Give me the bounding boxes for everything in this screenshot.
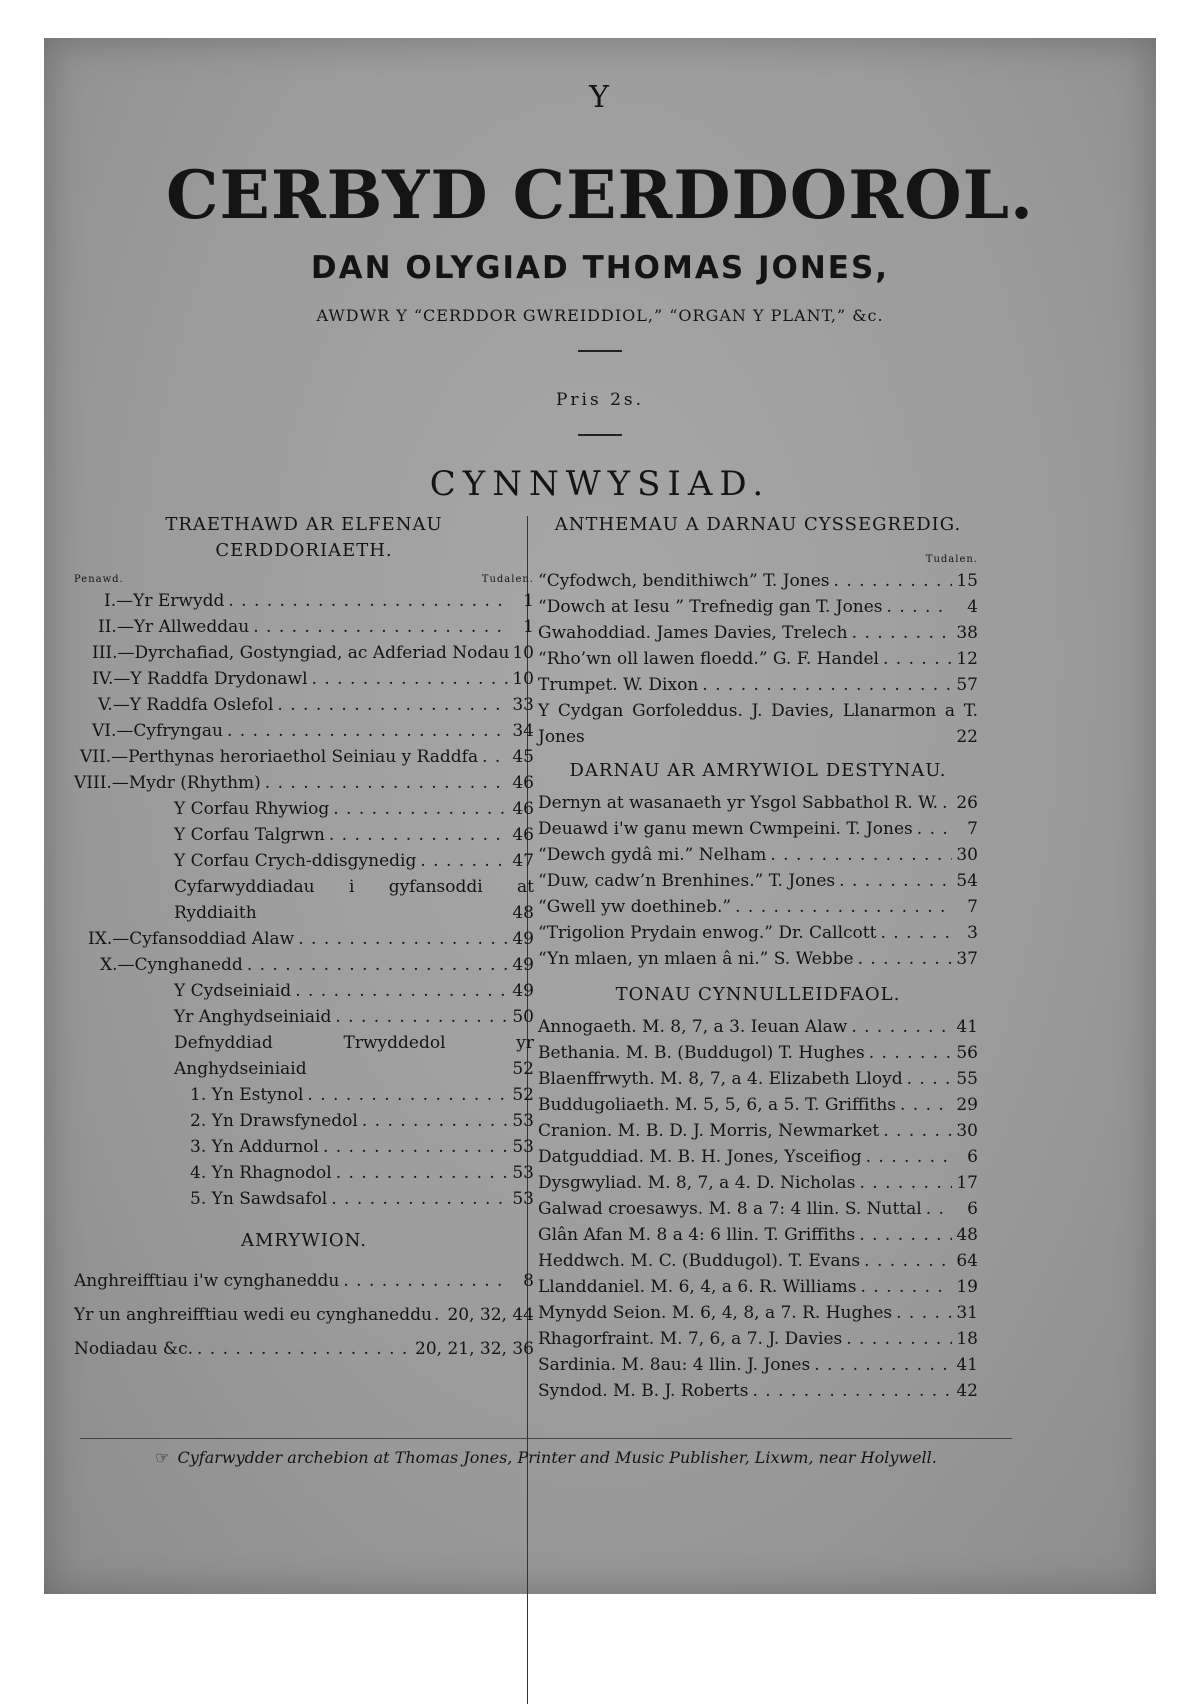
list-item: 1. Yn Estynol . . . 52 (74, 1082, 534, 1108)
list-item: Mynydd Seion. M. 6, 4, 8, a 7. R. Hughes . . . 31 (538, 1300, 978, 1326)
col-label-tudalen-right: Tudalen. (925, 554, 978, 565)
main-title: CERBYD CERDDOROL. (165, 156, 1034, 234)
list-item: VIII.—Mydr (Rhythm) . . . 46 (74, 770, 534, 796)
list-item: “Rho’wn oll lawen floedd.” G. F. Handel . . . 12 (538, 646, 978, 672)
left-column (74, 512, 534, 1366)
list-item: IV.—Y Raddfa Drydonawl . . . 10 (74, 666, 534, 692)
price: Pris 2s. (555, 390, 645, 410)
list-item: Y Cydgan Gorfoleddus. J. Davies, Llanarmon a T. Jones 22 (538, 701, 978, 747)
col-label-tudalen: Tudalen. (481, 574, 534, 585)
left-column-headers (74, 572, 534, 588)
right-column (538, 512, 978, 1404)
rule-divider (578, 350, 622, 352)
list-item: Bethania. M. B. (Buddugol) T. Hughes . . . 56 (538, 1040, 978, 1066)
list-item: “Trigolion Prydain enwog.” Dr. Callcott . . . 3 (538, 920, 978, 946)
list-item: II.—Yr Allweddau . . . 1 (74, 614, 534, 640)
list-item: “Cyfodwch, bendithiwch” T. Jones . . . 15 (538, 568, 978, 594)
list-item: VI.—Cyfryngau . . . 34 (74, 718, 534, 744)
list-item: Llanddaniel. M. 6, 4, a 6. R. Williams . . . 19 (538, 1274, 978, 1300)
list-item: Datguddiad. M. B. H. Jones, Ysceifiog . . . 6 (538, 1144, 978, 1170)
list-item: X.—Cynghanedd . . . 49 (74, 952, 534, 978)
title-page (44, 38, 1156, 1594)
author-line: AWDWR Y “CERDDOR GWREIDDIOL,” “ORGAN Y PLANT,” &c. (316, 306, 884, 325)
list-item: I.—Yr Erwydd . . . 1 (74, 588, 534, 614)
misc-heading: AMRYWION. (241, 1230, 367, 1251)
footer-note (80, 1448, 1012, 1467)
list-item: Y Corfau Talgrwn . . . 46 (74, 822, 534, 848)
list-item: Defnyddiad Trwyddedol yr Anghydseiniaid 52 (174, 1033, 534, 1079)
list-item: Rhagorfraint. M. 7, 6, a 7. J. Davies . . . 18 (538, 1326, 978, 1352)
list-item: VII.—Perthynas heroriaethol Seiniau y Raddfa . . . 45 (74, 744, 534, 770)
list-item: Gwahoddiad. James Davies, Trelech . . . 38 (538, 620, 978, 646)
list-item: Blaenffrwyth. M. 8, 7, a 4. Elizabeth Lloyd . . . 55 (538, 1066, 978, 1092)
list-item: “Yn mlaen, yn mlaen â ni.” S. Webbe . . . 37 (538, 946, 978, 972)
list-item: Yr un anghreifftiau wedi eu cynghaneddu . . . 20, 32, 44 (74, 1298, 534, 1332)
list-item: Y Cydseiniaid . . . 49 (74, 978, 534, 1004)
pieces-heading: DARNAU AR AMRYWIOL DESTYNAU. (569, 760, 947, 781)
list-item: IX.—Cyfansoddiad Alaw . . . 49 (74, 926, 534, 952)
footer-text: Cyfarwydder archebion at Thomas Jones, Printer and Music Publisher, Lixwm, near Holywell. (177, 1448, 937, 1467)
list-item: Buddugoliaeth. M. 5, 5, 6, a 5. T. Griffiths . . . 29 (538, 1092, 978, 1118)
list-item: Glân Afan M. 8 a 4: 6 llin. T. Griffiths . . . 48 (538, 1222, 978, 1248)
col-label-penawd: Penawd. (74, 574, 124, 585)
list-item: Deuawd i'w ganu mewn Cwmpeini. T. Jones . . . 7 (538, 816, 978, 842)
anthems-heading: ANTHEMAU A DARNAU CYSSEGREDIG. (554, 514, 962, 535)
list-item: Cranion. M. B. D. J. Morris, Newmarket . . . 30 (538, 1118, 978, 1144)
tunes-heading: TONAU CYNNULLEIDFAOL. (615, 984, 901, 1005)
title-y: Y (589, 80, 611, 115)
list-item: 4. Yn Rhagnodol . . . 53 (74, 1160, 534, 1186)
list-item: III.—Dyrchafiad, Gostyngiad, ac Adferiad Nodau 10 (92, 643, 534, 663)
list-item: Syndod. M. B. J. Roberts . . . 42 (538, 1378, 978, 1404)
list-item: Yr Anghydseiniaid . . . 50 (74, 1004, 534, 1030)
list-item: “Gwell yw doethineb.” . . . 7 (538, 894, 978, 920)
contents-title: CYNNWYSIAD. (429, 464, 771, 504)
list-item: 2. Yn Drawsfynedol . . . 53 (74, 1108, 534, 1134)
list-item: Trumpet. W. Dixon . . . 57 (538, 672, 978, 698)
list-item: Sardinia. M. 8au: 4 llin. J. Jones . . . 41 (538, 1352, 978, 1378)
list-item: Cyfarwyddiadau i gyfansoddi at Ryddiaith 48 (174, 877, 534, 923)
list-item: 3. Yn Addurnol . . . 53 (74, 1134, 534, 1160)
list-item: Galwad croesawys. M. 8 a 7: 4 llin. S. Nuttal . . . 6 (538, 1196, 978, 1222)
list-item: Dysgwyliad. M. 8, 7, a 4. D. Nicholas . . . 17 (538, 1170, 978, 1196)
list-item: Nodiadau &c. . . . 20, 21, 32, 36 (74, 1332, 534, 1366)
list-item: Heddwch. M. C. (Buddugol). T. Evans . . . 64 (538, 1248, 978, 1274)
editor-line: DAN OLYGIAD THOMAS JONES, (310, 250, 890, 286)
list-item: “Dewch gydâ mi.” Nelham . . . 30 (538, 842, 978, 868)
list-item: Y Corfau Rhywiog . . . 46 (74, 796, 534, 822)
list-item: “Dowch at Iesu ” Trefnedig gan T. Jones . . . 4 (538, 594, 978, 620)
pointing-hand-icon: ☞ (155, 1448, 170, 1467)
rule-divider (578, 434, 622, 436)
list-item: “Duw, cadw’n Brenhines.” T. Jones . . . 54 (538, 868, 978, 894)
left-heading: TRAETHAWD AR ELFENAU CERDDORIAETH. (165, 514, 443, 561)
footer-rule (80, 1438, 1012, 1439)
list-item: V.—Y Raddfa Oslefol . . . 33 (74, 692, 534, 718)
list-item: Y Corfau Crych-ddisgynedig . . . 47 (74, 848, 534, 874)
list-item: 5. Yn Sawdsafol . . . 53 (74, 1186, 534, 1212)
list-item: Dernyn at wasanaeth yr Ysgol Sabbathol R. W. . . . 26 (538, 790, 978, 816)
list-item: Anghreifftiau i'w cynghaneddu . . . 8 (74, 1264, 534, 1298)
list-item: Annogaeth. M. 8, 7, a 3. Ieuan Alaw . . . 41 (538, 1014, 978, 1040)
